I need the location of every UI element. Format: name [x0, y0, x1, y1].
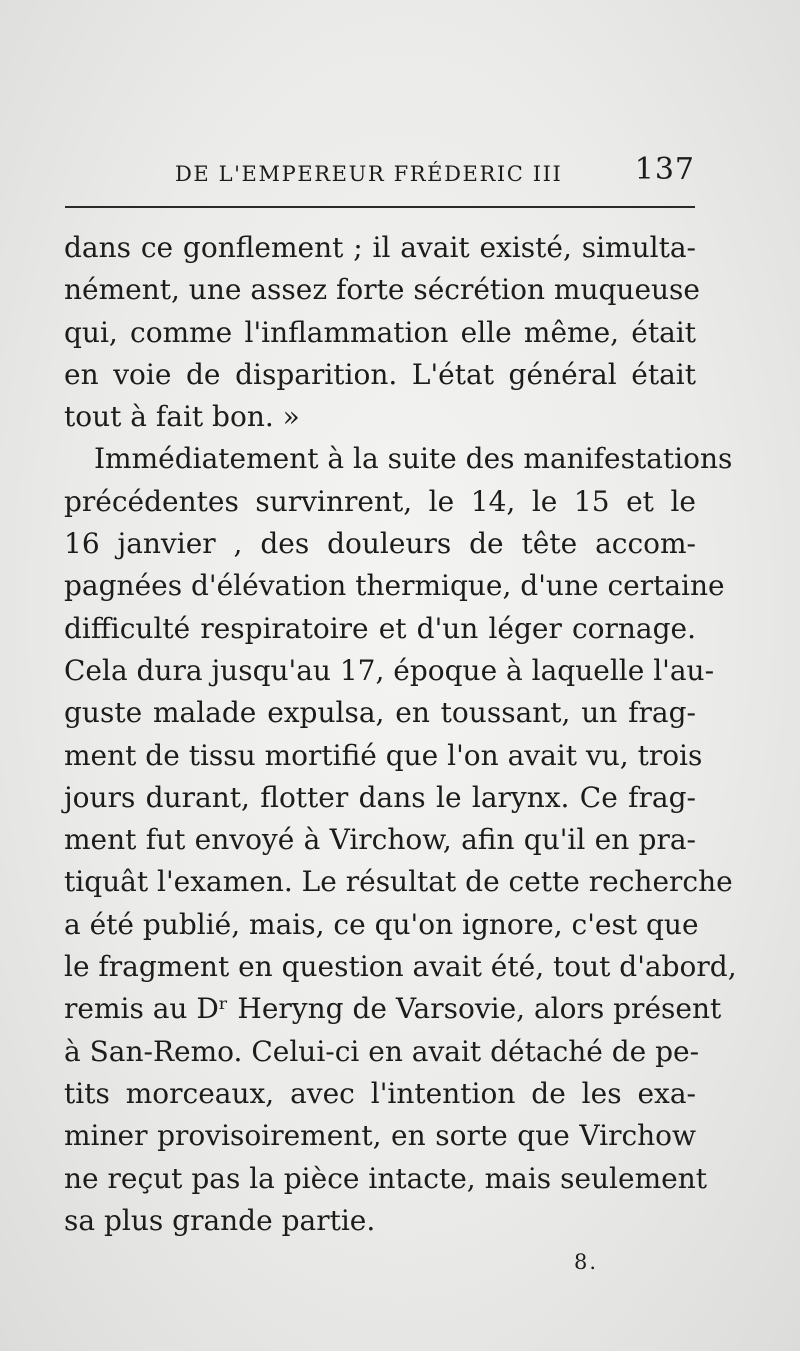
running-head	[65, 150, 695, 194]
text-line: guste malade expulsa, en toussant, un frag-	[64, 696, 696, 730]
text-line: pagnées d'élévation thermique, d'une certaine	[64, 569, 725, 603]
text-line: difficulté respiratoire et d'un léger cornage.	[64, 611, 696, 645]
text-line: précédentes survinrent, le 14, le 15 et le	[64, 484, 696, 518]
page-number: 137	[634, 152, 695, 187]
header-rule	[65, 206, 695, 208]
text-line: remis au Dʳ Heryng de Varsovie, alors présent	[64, 992, 722, 1026]
text-line: jours durant, flotter dans le larynx. Ce frag-	[64, 780, 696, 814]
text-line: a été publié, mais, ce qu'on ignore, c'est que	[64, 907, 699, 941]
text-line: à San-Remo. Celui-ci en avait détaché de pe-	[64, 1034, 700, 1068]
text-line: en voie de disparition. L'état général était	[64, 357, 696, 391]
text-line: miner provisoirement, en sorte que Virchow	[64, 1119, 696, 1153]
text-line: Cela dura jusqu'au 17, époque à laquelle l'au-	[64, 653, 715, 687]
text-line: tout à fait bon. »	[64, 400, 300, 434]
text-line: ment fut envoyé à Virchow, afin qu'il en pra-	[64, 823, 696, 857]
text-line: ne reçut pas la pièce intacte, mais seulement	[64, 1161, 707, 1195]
body-text	[64, 227, 737, 1242]
text-line: tits morceaux, avec l'intention de les exa-	[64, 1076, 696, 1110]
text-line: tiquât l'examen. Le résultat de cette recherche	[64, 865, 733, 899]
text-line: 16 janvier , des douleurs de tête accom-	[64, 527, 696, 561]
text-line: qui, comme l'inflammation elle même, était	[64, 315, 696, 349]
text-line: ment de tissu mortifié que l'on avait vu, trois	[64, 738, 703, 772]
text-line: dans ce gonflement ; il avait existé, simulta-	[64, 231, 696, 264]
text-line: sa plus grande partie.	[64, 1203, 376, 1237]
signature-mark: 8.	[574, 1250, 599, 1274]
paragraph-start-line: Immédiatement à la suite des manifestations	[94, 442, 733, 476]
text-line: le fragment en question avait été, tout d'abord,	[64, 950, 737, 984]
running-title: DE L'EMPEREUR FRÉDERIC III	[175, 162, 563, 186]
text-line: nément, une assez forte sécrétion muqueuse	[64, 273, 700, 307]
